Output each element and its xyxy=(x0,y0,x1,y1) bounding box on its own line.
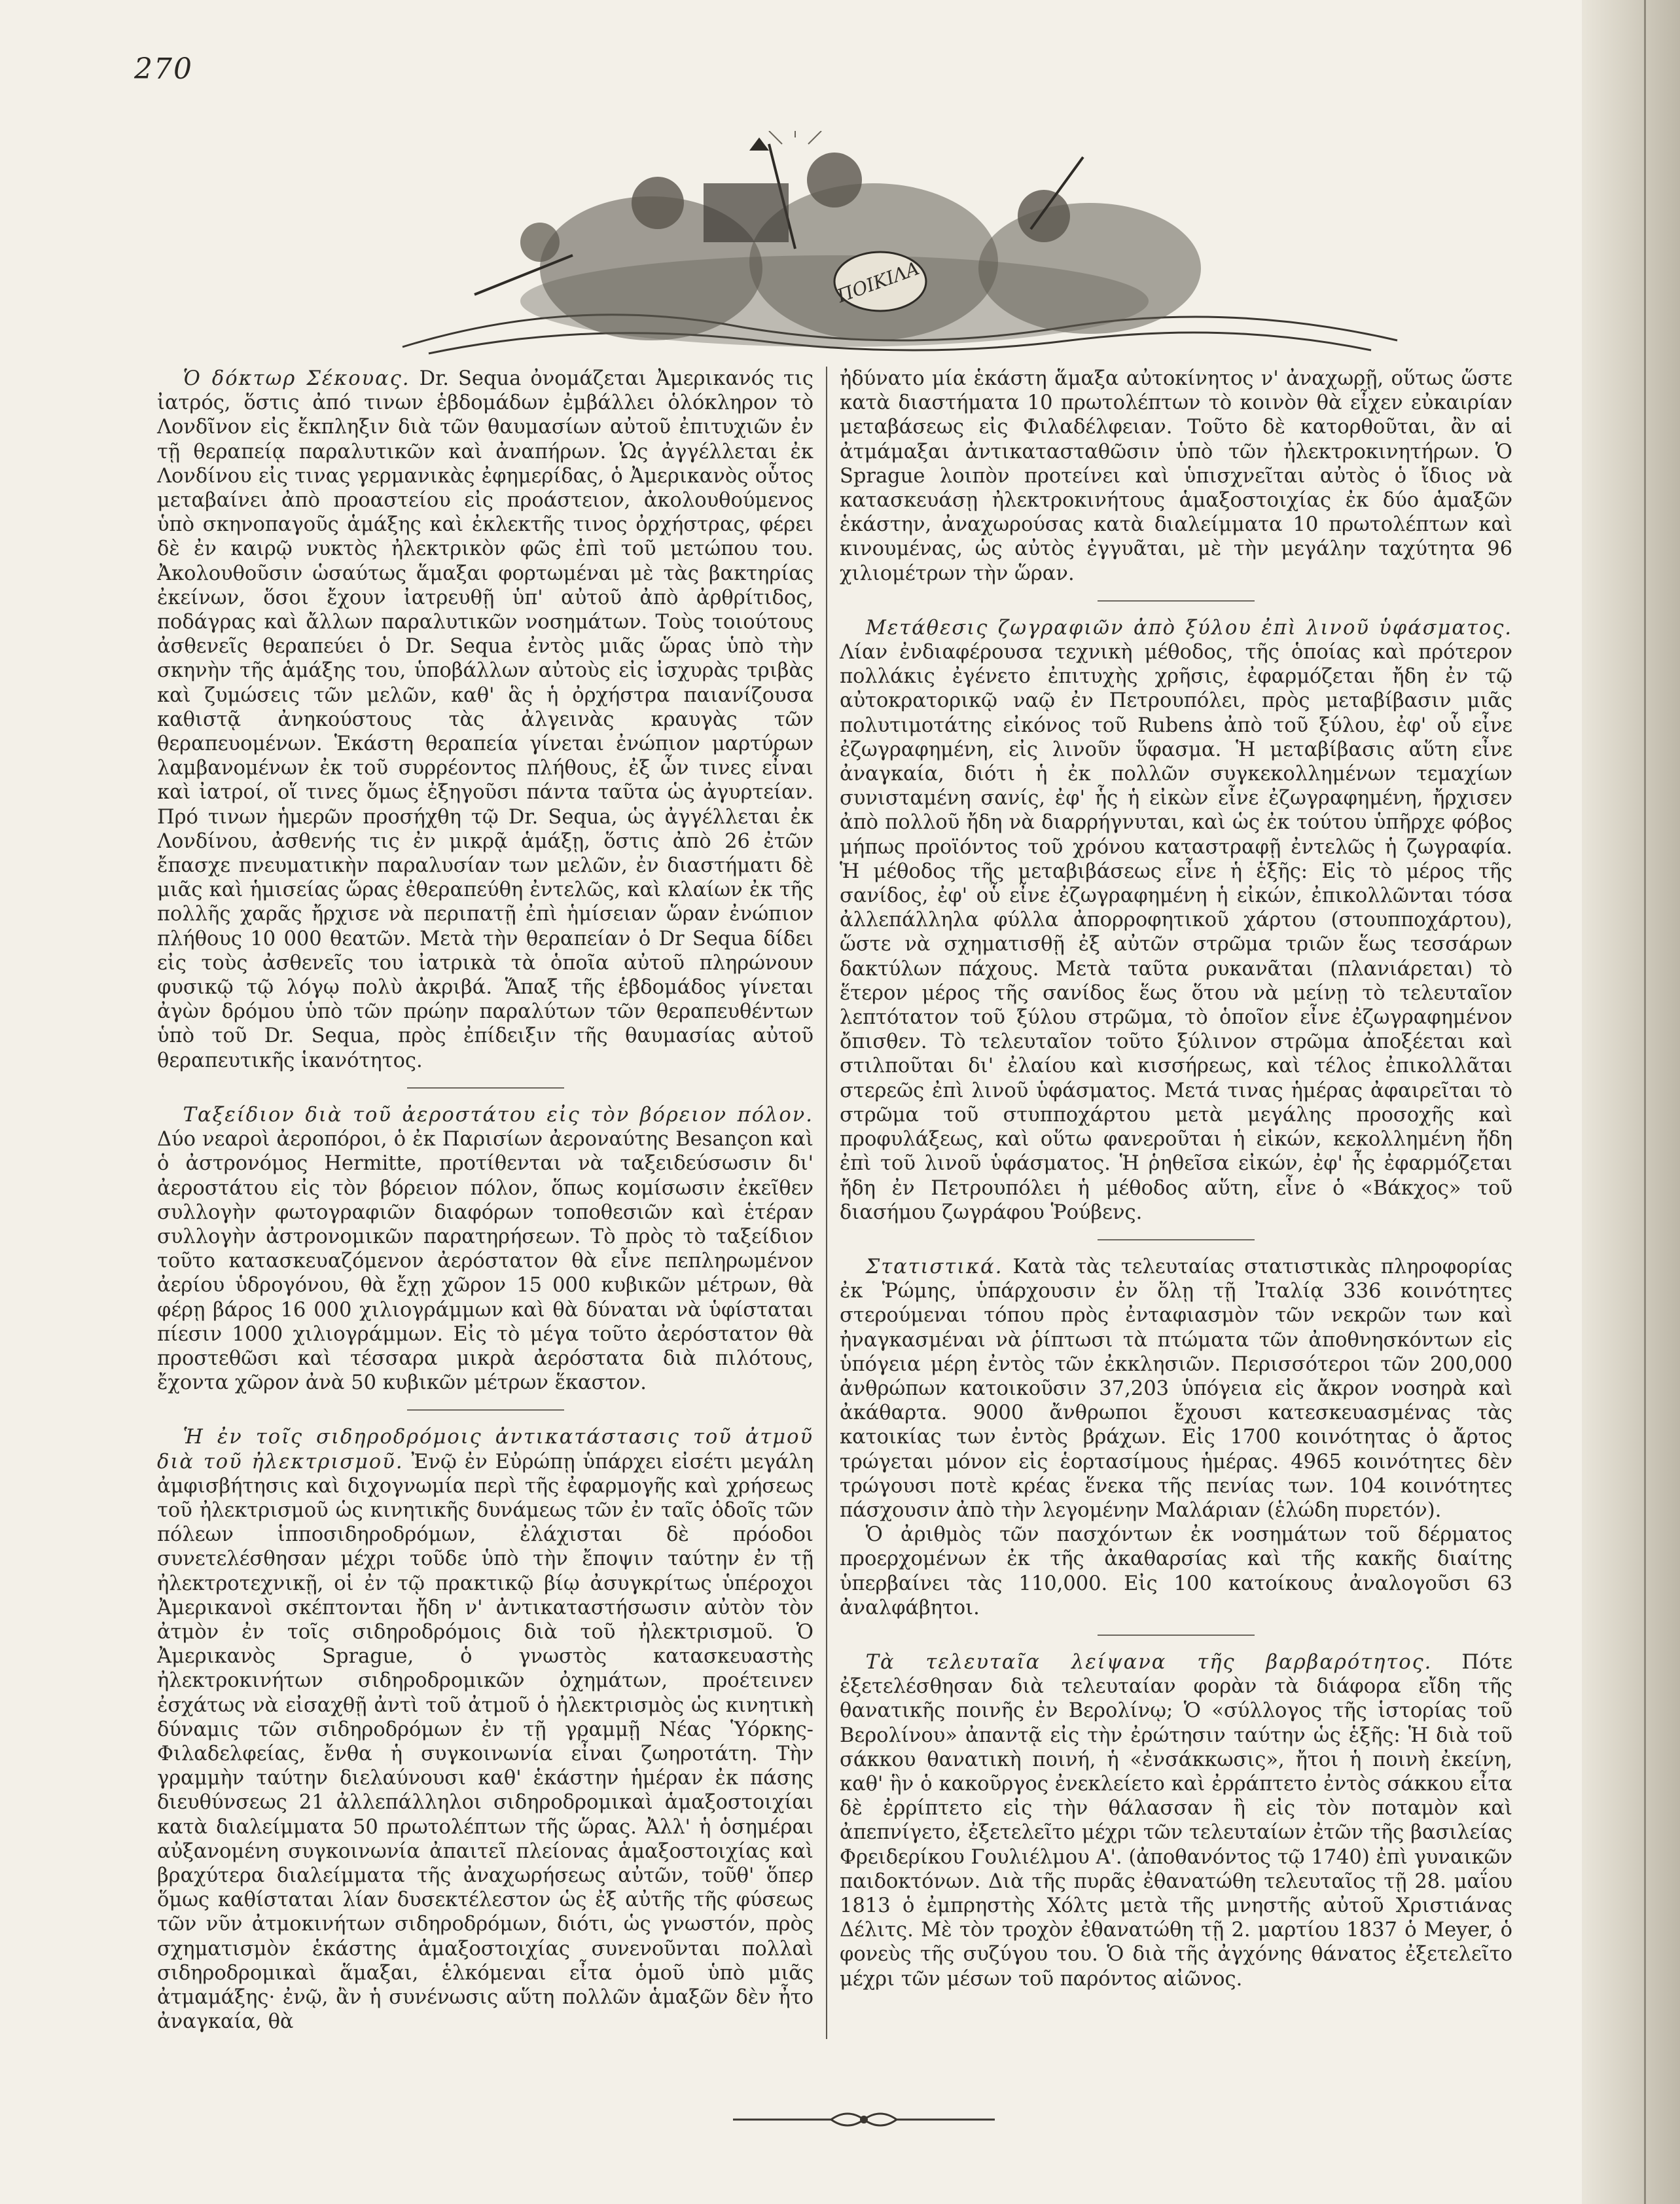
article-heading: Ταξείδιον διὰ τοῦ ἀεροστάτου εἰς τὸν βόρειον πόλον. xyxy=(183,1103,813,1127)
article-barbarism xyxy=(840,1650,1512,1991)
article-text: Ὁ ἀριθμὸς τῶν πασχόντων ἐκ νοσημάτων τοῦ δέρματος προερχομένων ἐκ τῆς ἀκαθαρσίας καὶ τῆς κακῆς διαίτης ὑπερβαίνει τὰς 110,000. Εἰς 100 κατοίκους ἀναλογοῦσι 63 ἀναλφάβητοι. xyxy=(840,1523,1512,1619)
section-rule xyxy=(1098,1239,1255,1240)
article-heading: Ἡ ἐν τοῖς σιδηροδρόμοις ἀντικατάστασις τοῦ ἀτμοῦ διὰ τοῦ ἠλεκτρισμοῦ. xyxy=(157,1426,813,1473)
section-rule xyxy=(1098,1635,1255,1636)
section-rule xyxy=(407,1409,564,1411)
page-number: 270 xyxy=(134,52,193,86)
section-rule xyxy=(1098,600,1255,602)
article-statistics xyxy=(840,1255,1512,1523)
article-heading: Μετάθεσις ζωγραφιῶν ἀπὸ ξύλου ἐπὶ λινοῦ ὑφάσματος. xyxy=(865,616,1512,640)
article-text: Πότε ἐξετελέσθησαν διὰ τελευταίαν φορὰν τὰ διάφορα εἴδη τῆς θανατικῆς ποινῆς ἐν Βερολίνῳ; Ὁ «σύλλογος τῆς ἱστορίας τοῦ Βερολίνου» ἀπαντᾷ εἰς τὴν ἐρώτησιν ταύτην ὡς ἑξῆς: Ἡ διὰ τοῦ σάκκου θανατικὴ ποινή, ἡ «ἐνσάκκωσις», ἤτοι ἡ ποινὴ ἐκείνη, καθ' ἣν ὁ κακοῦργος ἐνεκλείετο καὶ ἐρράπτετο ἐντὸς σάκκου εἶτα δὲ ἐρρίπτετο εἰς τὴν θάλασσαν ἢ εἰς τὸν ποταμὸν καὶ ἀπεπνίγετο, ἐξετελεῖτο μέχρι τῶν τελευταίων ἐτῶν τῆς βασιλείας Φρειδερίκου Γουλιέλμου Α'. (ἀποθανόντος τῷ 1740) ἐπὶ γυναικῶν παιδοκτόνων. Διὰ τῆς πυρᾶς ἐθανατώθη τελευταῖος τῇ 28. μαΐου 1813 ὁ ἐμπρηστὴς Χόλτς μετὰ τῆς μνηστῆς αὐτοῦ Χριστιάνας Δέλιτς. Μὲ τὸν τροχὸν ἐθανατώθη τῇ 2. μαρτίου 1837 ὁ Meyer, ὁ φονεὺς τῆς συζύγου του. Ὁ διὰ τῆς ἀγχόνης θάνατος ἐξετελεῖτο μέχρι τῶν μέσων τοῦ παρόντος αἰῶνος. xyxy=(840,1650,1512,1991)
article-text: Ἐνῷ ἐν Εὐρώπῃ ὑπάρχει εἰσέτι μεγάλη ἀμφισβήτησις καὶ διχογνωμία περὶ τῆς ἐφαρμογῆς καὶ χρήσεως τοῦ ἠλεκτρισμοῦ ὡς κινητικῆς δυνάμεως τῶν ἐν ταῖς ὁδοῖς τῶν πόλεων ἱπποσιδηροδρόμων, ἐλάχισται δὲ πρόοδοι συνετελέσθησαν μέχρι τοῦδε ὑπὸ τὴν ἔποψιν ταύτην ἐν τῇ ἠλεκτροτεχνικῇ, οἱ ἐν τῷ πρακτικῷ βίῳ ἀσυγκρίτως ὑπέροχοι Ἀμερικανοὶ σκέπτονται ἤδη ν' ἀντικαταστήσωσιν αὐτὸν τὸν ἀτμὸν ἐν τοῖς σιδηροδρόμοις διὰ τοῦ ἠλεκτρισμοῦ. Ὁ Ἀμερικανὸς Sprague, ὁ γνωστὸς κατασκευαστὴς ἠλεκτροκινήτων σιδηροδρομικῶν ὀχημάτων, προέτεινεν ἐσχάτως νὰ εἰσαχθῇ ἀντὶ τοῦ ἀτμοῦ ὁ ἠλεκτρισμὸς ὡς κινητικὴ δύναμις τῶν σιδηροδρόμων ἐν τῇ γραμμῇ Νέας Ὑόρκης-Φιλαδελφείας, ἔνθα ἡ συγκοινωνία εἶναι ζωηροτάτη. Τὴν γραμμὴν ταύτην διελαύνουσι καθ' ἑκάστην ἡμέραν ἐκ πάσης διευθύνσεως 21 ἀλλεπάλληλοι σιδηροδρομικαὶ ἁμαξοστοιχίαι κατὰ διαλείμματα 50 πρωτολέπτων τῆς ὥρας. Ἀλλ' ἡ ὁσημέραι αὐξανομένη συγκοινωνία ἀπαιτεῖ πλείονας ἁμαξοστοιχίας καὶ βραχύτερα διαλείμματα τῆς ἀναχωρήσεως αὐτῶν, τοῦθ' ὅπερ ὅμως καθίσταται λίαν δυσεκτέλεστον ὡς ἐξ αὐτῆς τῆς φύσεως τῶν νῦν ἀτμοκινήτων σιδηροδρόμων, διότι, ὡς γνωστόν, πρὸς σχηματισμὸν ἑκάστης ἁμαξοστοιχίας συνενοῦνται πολλαὶ σιδηροδρομικαὶ ἅμαξαι, ἑλκόμεναι εἶτα ὁμοῦ ὑπὸ μιᾶς ἀτμαμάξης· ἐνῷ, ἂν ἡ συνένωσις αὕτη πολλῶν ἁμαξῶν δὲν ἦτο ἀναγκαία, θὰ xyxy=(157,1450,813,2034)
article-text: Dr. Sequa ὀνομάζεται Ἀμερικανός τις ἰατρός, ὅστις ἀπό τινων ἑβδομάδων ἐμβάλλει ὁλόκληρον τὸ Λονδῖνον εἰς ἔκπληξιν διὰ τῶν θαυμασίων αὐτοῦ ἐπιτυχιῶν ἐν τῇ θεραπείᾳ παραλυτικῶν καὶ ἀναπήρων. Ὡς ἀγγέλλεται ἐκ Λονδίνου εἰς τινας γερμανικὰς ἐφημερίδας, ὁ Ἀμερικανὸς οὗτος μεταβαίνει ἀπὸ προαστείου εἰς προάστειον, ἀκολουθούμενος ὑπὸ σκηνοπαγοῦς ἁμάξης καὶ ἐκλεκτῆς τινος ὀρχήστρας, φέρει δὲ ἐν καιρῷ νυκτὸς ἠλεκτρικὸν φῶς ἐπὶ τοῦ μετώπου του. Ἀκολουθοῦσιν ὡσαύτως ἅμαξαι φορτωμέναι μὲ τὰς βακτηρίας ἐκείνων, ὅσοι ἔχουν ἰατρευθῇ ὑπ' αὐτοῦ ἀπὸ ἀρθρίτιδος, ποδάγρας καὶ ἄλλων παραλυτικῶν νοσημάτων. Τοὺς τοιούτους ἀσθενεῖς θεραπεύει ὁ Dr. Sequa ἐντὸς μιᾶς ὥρας ὑπὸ τὴν σκηνὴν τῆς ἁμάξης του, ὑποβάλλων αὐτοὺς εἰς ἰσχυρὰς τριβὰς καὶ ζυμώσεις τῶν μελῶν, καθ' ἃς ἡ ὀρχήστρα παιανίζουσα καθιστᾷ ἀνηκούστους τὰς ἀλγεινὰς κραυγὰς τῶν θεραπευομένων. Ἑκάστη θεραπεία γίνεται ἐνώπιον μαρτύρων λαμβανομένων ἐκ τοῦ συρρέοντος πλήθους, ἐξ ὧν τινες εἶναι καὶ ἰατροί, οἵ τινες ὅμως ἐξηγοῦσι πάντα ταῦτα ὡς ἀγυρτείαν. Πρό τινων ἡμερῶν προσήχθη τῷ Dr. Sequa, ὡς ἀγγέλλεται ἐκ Λονδίνου, ἀσθενής τις ἐν μικρᾷ ἁμάξῃ, ὅστις ἀπὸ 26 ἐτῶν ἔπασχε πνευματικὴν παραλυσίαν των μελῶν, ἐν διαστήματι δὲ μιᾶς καὶ ἡμισείας ὥρας ἐθεραπεύθη ἐντελῶς, καὶ κλαίων ἐκ τῆς πολλῆς χαρᾶς ἤρχισε νὰ περιπατῇ ἐπὶ ἡμίσειαν ὥραν ἐνώπιον πλήθους 10 000 θεατῶν. Μετὰ τὴν θεραπείαν ὁ Dr Sequa δίδει εἰς τοὺς ἀσθενεῖς του ἰατρικὰ τὰ ὁποῖα αὐτοῦ πληρώνουν φυσικῷ τῷ λόγῳ πολὺ ἀκριβά. Ἅπαξ τῆς ἑβδομάδος γίνεται ἀγὼν δρόμου ὑπὸ τῶν πρώην παραλύτων τῶν θεραπευθέντων ὑπὸ τοῦ Dr. Sequa, πρὸς ἐπίδειξιν τῆς θαυμασίας αὐτοῦ θεραπευτικῆς ἱκανότητος. xyxy=(157,367,813,1072)
header-vignette-illustration xyxy=(376,131,1423,367)
article-text: Λίαν ἐνδιαφέρουσα τεχνικὴ μέθοδος, τῆς ὁποίας καὶ πρότερον πολλάκις ἐγένετο ἐπιτυχὴς χρῆσις, ἐφαρμόζεται ἤδη ἐν τῷ αὐτοκρατορικῷ ναῷ ἐν Πετρουπόλει, πρὸς μεταβίβασιν μιᾶς πολυτιμοτάτης εἰκόνος τοῦ Rubens ἀπὸ τοῦ ξύλου, ἐφ' οὗ εἶνε ἐζωγραφημένη, εἰς λινοῦν ὕφασμα. Ἡ μεταβίβασις αὕτη εἶνε ἀναγκαία, διότι ἡ ἐκ πολλῶν συγκεκολλημένων τεμαχίων συνισταμένη σανίς, ἐφ' ἧς ἡ εἰκὼν εἶνε ἐζωγραφημένη, ἤρχισεν ἀπὸ πολλοῦ ἤδη νὰ διαρρήγνυται, καὶ ὡς ἐκ τούτου ὑπῆρχε φόβος μήπως προϊόντος τοῦ χρόνου καταστραφῇ ἐντελῶς ἡ ζωγραφία. Ἡ μέθοδος τῆς μεταβιβάσεως εἶνε ἡ ἑξῆς: Εἰς τὸ μέρος τῆς σανίδος, ἐφ' οὗ εἶνε ἐζωγραφημένη ἡ εἰκών, ἐπικολλῶνται τόσα ἀλλεπάλληλα φύλλα ἀπορροφητικοῦ χάρτου (στουπποχάρτου), ὥστε νὰ σχηματισθῇ ἐξ αὐτῶν στρῶμα τριῶν ἕως τεσσάρων δακτύλων πάχους. Μετὰ ταῦτα ρυκανᾶται (πλανιάρεται) τὸ ἕτερον μέρος τῆς σανίδος ἕως ὅτου νὰ μείνῃ τὸ τελευταῖον λεπτότατον τοῦ ξύλου στρῶμα, τὸ ὁποῖον εἶνε ἐζωγραφημένον ὄπισθεν. Τὸ τελευταῖον τοῦτο ξύλινον στρῶμα ἀποξέεται καὶ στιλποῦται δι' ἐλαίου καὶ κισσήρεως, καὶ τέλος ἐπικολλᾶται στερεῶς ἐπὶ λινοῦ ὑφάσματος. Μετά τινας ἡμέρας ἀφαιρεῖται τὸ στρῶμα τοῦ στυπποχάρτου μετὰ μεγάλης προσοχῆς καὶ προφυλάξεως, καὶ οὕτω φανεροῦται ἡ εἰκών, κεκολλημένη ἤδη ἐπὶ τοῦ λινοῦ ὑφάσματος. Ἡ ῥηθεῖσα εἰκών, ἐφ' ἧς ἐφαρμόζεται ἤδη ἐν Πετρουπόλει ἡ μέθοδος αὕτη, εἶνε ὁ «Βάκχος» τοῦ διασήμου ζωγράφου Ῥούβενς. xyxy=(840,641,1512,1224)
section-rule xyxy=(407,1087,564,1089)
article-sequa xyxy=(157,367,813,1073)
vignette-banner-text: ΠΟΙΚΙΛΑ xyxy=(834,257,922,307)
article-text: Δύο νεαροὶ ἀεροπόροι, ὁ ἐκ Παρισίων ἀεροναύτης Besançon καὶ ὁ ἀστρονόμος Hermitte, προτίθενται νὰ ταξειδεύσωσιν δι' ἀεροστάτου εἰς τὸν βόρειον πόλον, ὅπως κομίσωσιν ἐκεῖθεν συλλογὴν φωτογραφιῶν διαφόρων τοποθεσιῶν καὶ ἑτέραν συλλογὴν ἀστρονομικῶν παρατηρήσεων. Τὸ πρὸς τὸ ταξείδιον τοῦτο κατασκευαζόμενον ἀερόστατον θὰ εἶνε πεπληρωμένον ἀερίου ὑδρογόνου, θὰ ἔχῃ χῶρον 15 000 κυβικῶν μέτρων, θὰ φέρῃ βάρος 16 000 χιλιογράμμων καὶ θὰ δύναται νὰ ὑφίσταται πίεσιν 1000 χιλιογράμμων. Εἰς τὸ μέγα τοῦτο ἀερόστατον θὰ προστεθῶσι καὶ τέσσαρα μικρὰ ἀερόστατα διὰ πιλότους, ἔχοντα χῶρον ἀνὰ 50 κυβικῶν μέτρων ἕκαστον. xyxy=(157,1128,813,1395)
article-heading: Ὁ δόκτωρ Σέκουας. xyxy=(183,367,410,390)
article-statistics-continued xyxy=(840,1523,1512,1620)
article-text: ἠδύνατο μία ἑκάστη ἅμαξα αὐτοκίνητος ν' ἀναχωρῇ, οὕτως ὥστε κατὰ διαστήματα 10 πρωτολέπτων τὸ κοινὸν θὰ εἶχεν εὐκαιρίαν μεταβάσεως εἰς Φιλαδέλφειαν. Τοῦτο δὲ κατορθοῦται, ἂν αἱ ἀτμάμαξαι ἀντικατασταθῶσιν ὑπὸ τῶν ἠλεκτροκινητήρων. Ὁ Sprague λοιπὸν προτείνει καὶ ὑπισχνεῖται αὐτὸς ὁ ἴδιος νὰ κατασκευάσῃ ἠλεκτροκινήτους ἁμαξοστοιχίας ἐκ δύο ἁμαξῶν ἑκάστην, ἀναχωρούσας κατὰ διαλείμματα 10 πρωτολέπτων καὶ κινουμένας, ὡς αὐτὸς ἐγγυᾶται, μὲ τὴν μεγάλην ταχύτητα 96 χιλιομέτρων τὴν ὥραν. xyxy=(840,367,1512,585)
page-edge-binding xyxy=(1582,0,1680,2204)
article-electric xyxy=(157,1425,813,2034)
article-heading: Στατιστικά. xyxy=(865,1255,1003,1278)
bottom-ornament xyxy=(733,2106,995,2133)
column-divider xyxy=(826,367,827,2039)
article-balloon xyxy=(157,1103,813,1395)
left-column xyxy=(157,367,813,2034)
right-column xyxy=(840,367,1512,1991)
article-heading: Τὰ τελευταῖα λείψανα τῆς βαρβαρότητος. xyxy=(865,1650,1433,1674)
article-paintings xyxy=(840,616,1512,1225)
article-text: Κατὰ τὰς τελευταίας στατιστικὰς πληροφορίας ἐκ Ῥώμης, ὑπάρχουσιν ἐν ὅλῃ τῇ Ἰταλίᾳ 336 κοινότητες στερούμεναι τόπου πρὸς ἐνταφιασμὸν τῶν νεκρῶν των καὶ ἠναγκασμέναι νὰ ῥίπτωσι τὰ πτώματα τῶν ἀποθνησκόντων εἰς ὑπόγεια μέρη ἐντὸς τῶν ἐκκλησιῶν. Περισσότεροι τῶν 200,000 ἀνθρώπων κατοικοῦσιν 37,203 ὑπόγεια εἰς ἄκρον νοσηρὰ καὶ ἀκάθαρτα. 9000 ἄνθρωποι ἔχουσι κατεσκευασμένας τὰς κατοικίας των ἐντὸς βράχων. Εἰς 1700 κοινότητας ὁ ἄρτος τρώγεται μόνον εἰς ἑορτασίμους ἡμέρας. 4965 κοινότητες δὲν τρώγουσι ποτὲ κρέας ἕνεκα τῆς πενίας των. 104 κοινότητες πάσχουσιν ἀπὸ τὴν λεγομένην Μαλάριαν (ἑλώδη πυρετόν). xyxy=(840,1255,1512,1522)
article-electric-continued xyxy=(840,367,1512,586)
